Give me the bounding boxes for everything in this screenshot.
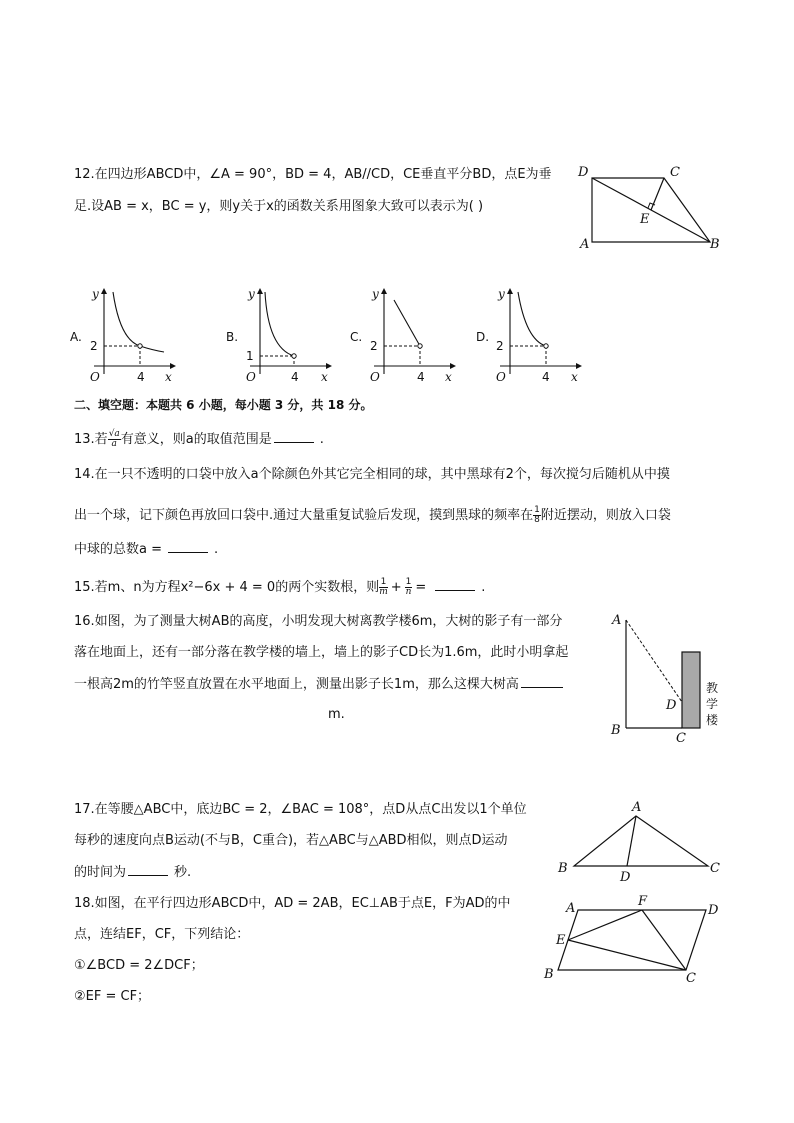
q17-label-C: C [710,861,720,876]
q16-figure [608,612,728,746]
q16-line1: 16.如图，为了测量大树AB的高度，小明发现大树离教学楼6m，大树的影子有一部分 [74,614,563,629]
option-b-x-tick: 4 [291,370,299,384]
q15-line [74,578,485,597]
q16-label-B: B [611,723,621,738]
q15-pre: 15.若m、n为方程x²−6x + 4 = 0的两个实数根，则 [74,580,380,595]
q15-eq: = [415,580,427,595]
option-c-letter: C. [350,330,363,344]
option-a-origin: O [90,370,100,384]
option-a-graph [68,284,178,384]
q15-answer-blank[interactable] [435,579,475,591]
q14-line2-pre: 出一个球，记下颜色再放回口袋中.通过大量重复试验后发现，摸到黑球的频率在 [74,508,534,523]
q13-end: . [319,432,324,447]
q18-line2: 点，连结EF，CF，下列结论： [74,927,250,942]
q15-fraction-2 [405,578,413,597]
q12-label-C: C [670,165,680,180]
q18-line1: 18.如图，在平行四边形ABCD中，AD = 2AB，EC⊥AB于点E，F为AD的中 [74,896,511,911]
option-b-graph [224,284,334,384]
q18-item-1: ①∠BCD = 2∠DCF； [74,958,204,973]
q18-label-B: B [544,967,554,982]
option-d-y-tick: 2 [496,339,504,353]
option-c-graph [348,284,458,384]
option-c-y-axis: y [372,287,379,301]
option-a-x-tick: 4 [137,370,145,384]
option-a-letter: A. [70,330,82,344]
option-c-y-tick: 2 [370,339,378,353]
q14-end: . [214,542,219,557]
option-d-letter: D. [476,330,490,344]
q15-plus: + [390,580,402,595]
q16-answer-blank[interactable] [521,676,563,688]
q12-label-B: B [710,237,720,252]
q16-label-A: A [612,613,622,628]
q14-line1: 14.在一只不透明的口袋中放入a个除颜色外其它完全相同的球，其中黑球有2个，每次搅匀后随机从中摸 [74,467,670,482]
q15-fraction-1 [379,578,388,597]
q12-figure [570,160,730,260]
q16-line3 [74,676,563,693]
q14-line3 [74,541,218,558]
option-c-x-tick: 4 [417,370,425,384]
q12-line1: 12.在四边形ABCD中，∠A = 90°，BD = 4，AB//CD，CE垂直平分BD，点E为垂 [74,167,552,182]
q13-answer-blank[interactable] [274,431,314,443]
option-c-x-axis: x [445,370,452,384]
q18-figure [538,890,728,985]
q18-item-2: ②EF = CF； [74,989,151,1004]
option-b-origin: O [246,370,256,384]
q15-f2-num: 1 [405,577,412,587]
option-b-y-tick: 1 [246,349,254,363]
q14-fraction [533,506,541,525]
q16-line3-text: 一根高2m的竹竿竖直放置在水平地面上，测量出影子长1m，那么这棵大树高 [74,677,519,692]
q18-label-E: E [556,933,566,948]
option-b-letter: B. [226,330,239,344]
q13-fraction [108,430,121,449]
q18-label-C: C [686,971,696,986]
option-d-x-axis: x [571,370,578,384]
q13-post: 有意义，则a的取值范围是 [120,432,272,447]
q15-f1-den: m [379,587,388,597]
q12-label-E: E [640,212,650,227]
option-d-origin: O [496,370,506,384]
q12-label-A: A [580,237,590,252]
q13-line [74,430,324,449]
q13-pre: 13.若 [74,432,108,447]
q14-line2-post: 附近摆动，则放入口袋 [540,508,671,523]
option-d-y-axis: y [498,287,505,301]
q12-line2: 足.设AB = x，BC = y，则y关于x的函数关系用图象大致可以表示为( ) [74,199,484,214]
q15-f1-num: 1 [380,577,387,587]
q17-line2: 每秒的速度向点B运动(不与B，C重合)，若△ABC与△ABD相似，则点D运动 [74,833,508,848]
q15-f2-den: n [405,587,412,597]
q17-line3-post: 秒. [174,865,192,880]
q16-building-char-1: 教 [706,681,719,695]
option-a-x-axis: x [165,370,172,384]
q17-line3-pre: 的时间为 [74,865,127,880]
q17-label-B: B [558,861,568,876]
q16-building-char-3: 楼 [706,713,719,727]
q17-figure [552,796,727,886]
option-a-y-tick: 2 [90,339,98,353]
q18-label-F: F [638,894,648,909]
option-d-graph [474,284,584,384]
q17-line3 [74,864,191,881]
section-heading: 二、填空题：本题共 6 小题，每小题 3 分，共 18 分。 [74,398,373,412]
q18-label-A: A [566,901,576,916]
q17-label-D: D [620,870,631,885]
q16-unit: m. [328,707,345,722]
q17-line1: 17.在等腰△ABC中，底边BC = 2，∠BAC = 108°，点D从点C出发以1个单位 [74,802,527,817]
option-d-x-tick: 4 [542,370,550,384]
q17-label-A: A [632,800,642,815]
option-b-x-axis: x [321,370,328,384]
q13-frac-num: √a [108,429,120,439]
option-b-y-axis: y [248,287,255,301]
q16-label-D: D [666,698,677,713]
q14-line3-text: 中球的总数a = [74,542,162,557]
q18-label-D: D [708,903,719,918]
q15-end: . [481,580,486,595]
q14-answer-blank[interactable] [168,541,208,553]
q14-line2 [74,506,671,525]
q12-label-D: D [578,165,589,180]
q16-label-C: C [676,731,686,746]
q13-frac-den: a [111,439,117,449]
q14-frac-den: 8 [534,515,540,525]
q16-building-char-2: 学 [706,697,719,711]
option-c-origin: O [370,370,380,384]
q14-frac-num: 1 [534,505,540,515]
option-a-y-axis: y [92,287,99,301]
q17-answer-blank[interactable] [128,864,168,876]
q16-line2: 落在地面上，还有一部分落在教学楼的墙上，墙上的影子CD长为1.6m，此时小明拿起 [74,645,569,660]
